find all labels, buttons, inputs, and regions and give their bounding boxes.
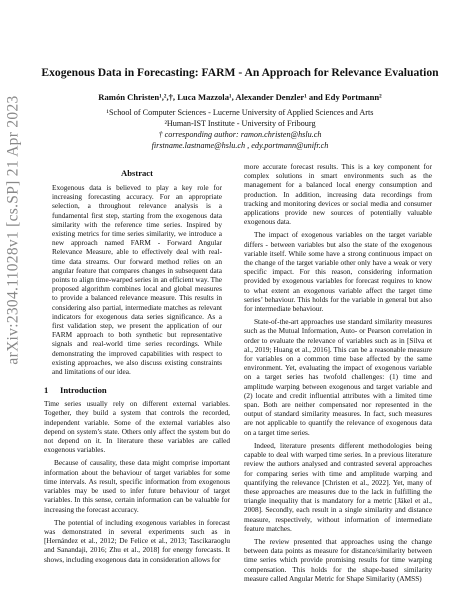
affiliation-1: ¹School of Computer Sciences - Lucerne University of Applied Sciences and Arts [106, 108, 374, 117]
section-number: 1 [44, 385, 49, 396]
right-paragraph-2: The impact of exogenous variables on the target variable differs - between variables but also the state of the exogenous variable itself. While some have a strong continuous impact on the change of the target variable other only have a weak or very specific impact. For this reason, considering information provided by exogenous variables for forecast requires to know to what extent an exogenous variable affect the target time series’ behaviour. This holds for the variable in general but also for intermediate behaviour. [244, 230, 432, 314]
arxiv-id-text: arXiv:2304.11028v1 [cs.SP] 21 Apr 2023 [5, 95, 22, 365]
section-heading-introduction [44, 385, 230, 395]
right-paragraph-3: State-of-the-art approaches use standard similarity measures such as the Mutual Information, Auto- or Pearson correlation in order to evaluate the relevance of variables such as in [Silva et al., 2019; Huang et al., 2016]. This can be a reasonable measure for variables on a common time base affected by the same environment. Yet, evaluating the impact of exogenous variable on a target series has twofold challenges: (1) time and amplitude warping between exogenous and target variable and (2) locate and credit influential attributes with a limited time span. Both are neither compensated nor represented in the output of standard similarity measures. In fact, such measures are not applicable to quantify the relevance of exogenous data on a target time series. [244, 317, 432, 437]
abstract-text: Exogenous data is believed to play a key role for increasing forecasting accuracy. For an appropriate selection, a throughout relevance analysis is a fundamental first step, starting from the exogenous data similarity with the reference time series. Inspired by existing metrics for time series similarity, we introduce a new approach named FARM - Forward Angular Relevance Measure, able to effectively deal with real-time data streams. Our forward method relies on an angular feature that compares changes in subsequent data points to align time-warped series in an efficient way. The proposed algorithm combines local and global measures to provide a balanced relevance measure. This results in considering also partial, intermediate matches as relevant indicators for exogenous data series significance. As a first validation step, we present the application of our FARM approach to both synthetic but representative signals and real-world time series recordings. While demonstrating the improved capabilities with respect to existing approaches, we also discuss existing constraints and limitations of our idea. [52, 183, 222, 377]
author-emails [40, 141, 440, 152]
author-list: Ramón Christen¹,²,†, Luca Mazzola¹, Alexander Denzler¹ and Edy Portmann² [98, 92, 382, 102]
right-paragraph-4: Indeed, literature presents different methodologies being capable to deal with warped time series. In a previous literature review the authors analysed and contrasted several approaches for comparing series with time and amplitude warping and quantifying the relevance [Christen et al., 2022]. Yet, many of these approaches are measures due to the lack in fulfilling the triangle inequality that is mandatory for a metric [Jäkel et al., 2008]. Secondly, each result in a single similarity and distance measure, respectively, without information of intermediate feature matches. [244, 440, 432, 533]
affiliation-2: ²Human-IST Institute - University of Fribourg [164, 118, 316, 128]
section-title: Introduction [60, 385, 107, 396]
paper-title: Exogenous Data in Forecasting: FARM - An Approach for Relevance Evaluation [41, 66, 439, 79]
right-paragraph-1: more accurate forecast results. This is a key component for complex solutions in smart environments such as the management for a balanced local energy consumption and production. In addition, increasing data recordings from tracking and monitoring devices or social media and consumer applications provide new sources of potentially valuable exogenous data. [244, 162, 432, 227]
intro-paragraph-1: Time series usually rely on different external variables. Together, they build a system that controls the recorded, independent variable. Some of the external variables also depend on system’s state. Others only affect the system but do not depend on it. In literature these variables are called exogenous variables. [44, 399, 230, 455]
intro-paragraph-2: Because of causality, these data might comprise important information about the behaviour of target variables for some time intervals. As result, specific information from exogenous variables may be used to infer future behaviour of target variables. In this sense, certain information can be valuable for increasing the forecast accuracy. [44, 458, 230, 514]
left-column [44, 168, 230, 564]
right-paragraph-5: The review presented that approaches using the change between data points as measure for distance/similarity between time series which provide promising results for time warping compensation. This holds for the shape-based similarity measure called Angular Metric for Shape Similarity (AMSS) [244, 536, 432, 583]
arxiv-identifier [2, 40, 26, 420]
affiliations [40, 108, 440, 152]
intro-paragraph-3: The potential of including exogenous variables in forecast was demonstrated in several experiments such as in [Hernández et al., 2012; De Felice et al., 2013; Tascikaraoglu and Sanandaji, 2016; Zhu et al., 2018] for energy forecasts. It shows, including exogenous data in consideration allows for [44, 517, 230, 564]
corresponding-author [40, 130, 440, 141]
author-emails-text: firstname.lastname@hslu.ch , edy.portmann@unifr.ch [151, 140, 329, 150]
right-column [244, 162, 432, 583]
corresponding-author-text: † corresponding author: ramon.christen@hslu.ch [158, 129, 322, 139]
abstract-heading: Abstract [121, 168, 153, 178]
